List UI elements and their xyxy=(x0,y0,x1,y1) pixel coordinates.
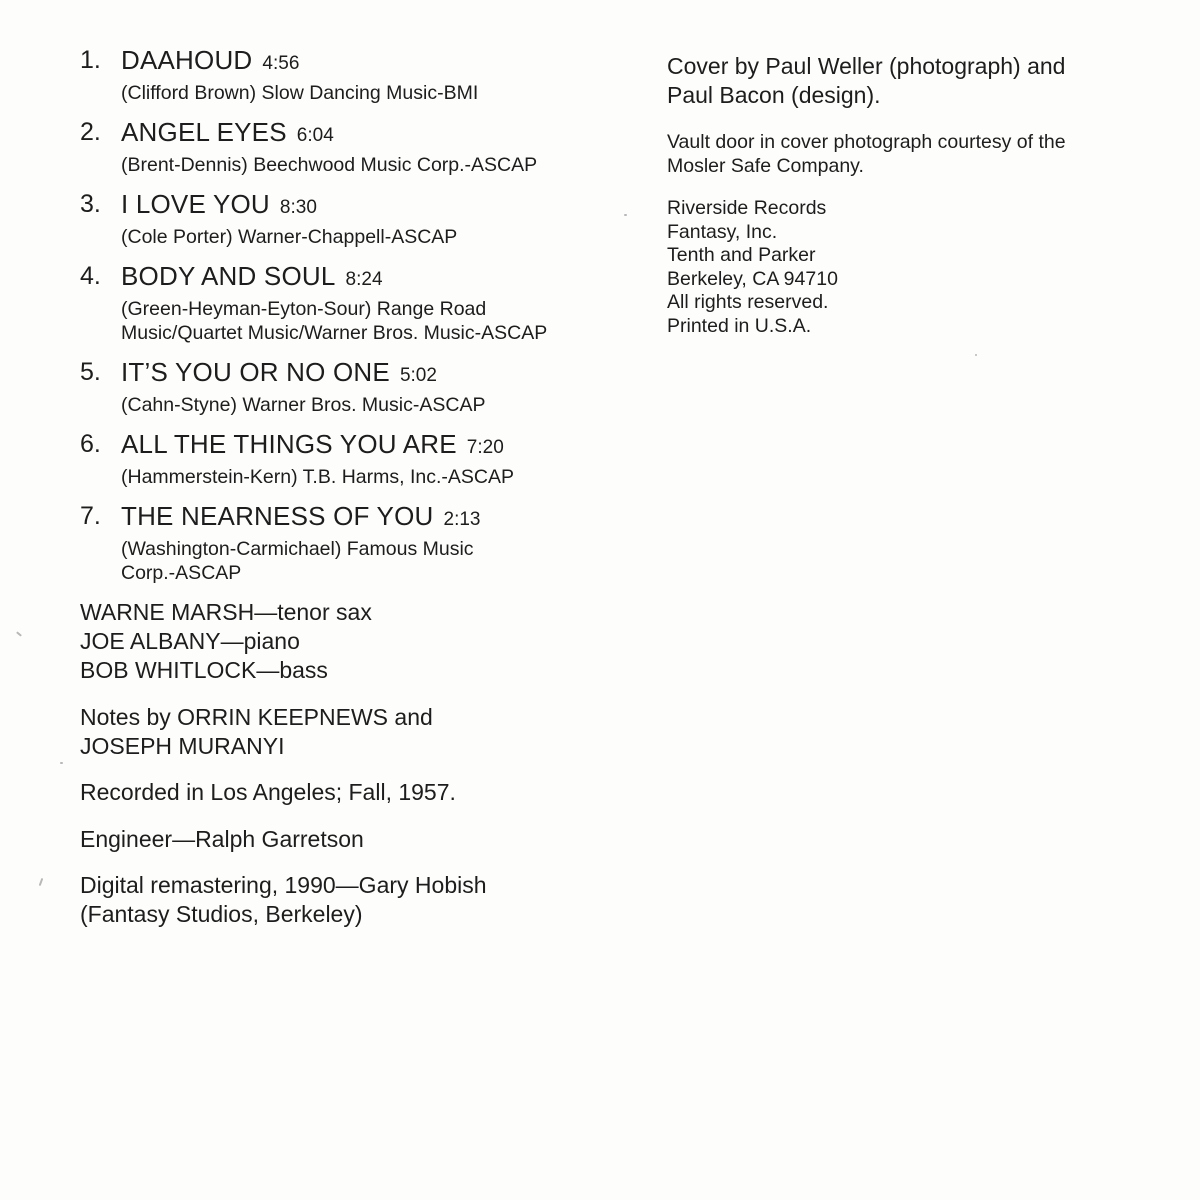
track-body xyxy=(121,500,640,596)
address-line: Fantasy, Inc. xyxy=(667,220,778,243)
scan-speck xyxy=(16,631,22,636)
cover-credit-line: Paul Bacon (design). xyxy=(667,82,881,108)
track-time: 8:30 xyxy=(279,197,317,218)
track-item xyxy=(80,44,640,116)
vault-credit xyxy=(667,130,1137,178)
scan-speck xyxy=(60,762,63,764)
track-heading xyxy=(121,428,640,465)
track-credit: (Washington-Carmichael) Famous Music xyxy=(121,538,474,560)
cover-credit xyxy=(667,52,1137,110)
track-body xyxy=(121,44,640,116)
track-title: ALL THE THINGS YOU ARE xyxy=(121,429,457,459)
personnel-line: JOE ALBANY—piano xyxy=(80,628,300,654)
personnel-line: BOB WHITLOCK—bass xyxy=(80,657,328,683)
cover-credit-line: Cover by Paul Weller (photograph) and xyxy=(667,53,1066,79)
track-item xyxy=(80,356,640,428)
track-credit: (Cahn-Styne) Warner Bros. Music-ASCAP xyxy=(121,394,486,416)
track-time: 6:04 xyxy=(296,125,334,146)
scan-speck xyxy=(975,354,977,356)
personnel-list xyxy=(80,598,640,685)
notes-line: Notes by ORRIN KEEPNEWS and xyxy=(80,704,433,730)
label-address xyxy=(667,197,1137,338)
address-line: Printed in U.S.A. xyxy=(667,314,812,337)
track-item xyxy=(80,260,640,356)
track-body xyxy=(121,188,640,260)
track-item xyxy=(80,188,640,260)
address-line: Tenth and Parker xyxy=(667,244,816,266)
track-number: 1. xyxy=(80,46,101,74)
track-heading xyxy=(121,260,640,297)
track-number: 6. xyxy=(80,430,101,458)
track-time: 5:02 xyxy=(399,365,437,386)
track-body xyxy=(121,356,640,428)
track-credit: (Cole Porter) Warner-Chappell-ASCAP xyxy=(121,226,458,248)
track-credit: Music/Quartet Music/Warner Bros. Music-ASCAP xyxy=(121,322,548,344)
track-credit: (Clifford Brown) Slow Dancing Music-BMI xyxy=(121,82,479,104)
track-title: BODY AND SOUL xyxy=(121,261,336,291)
engineer-credit: Engineer—Ralph Garretson xyxy=(80,826,364,852)
scan-speck xyxy=(624,214,627,216)
track-item xyxy=(80,428,640,500)
track-title: I LOVE YOU xyxy=(121,189,270,219)
track-heading xyxy=(121,44,640,81)
address-line: Riverside Records xyxy=(667,197,827,219)
track-number: 3. xyxy=(80,190,101,218)
track-number: 2. xyxy=(80,118,101,146)
track-number: 5. xyxy=(80,358,101,386)
track-title: IT’S YOU OR NO ONE xyxy=(121,357,390,387)
track-title: DAAHOUD xyxy=(121,45,253,75)
recording-info: Recorded in Los Angeles; Fall, 1957. xyxy=(80,779,456,805)
track-heading xyxy=(121,500,640,537)
notes-credit xyxy=(80,703,640,761)
track-credit: (Hammerstein-Kern) T.B. Harms, Inc.-ASCAP xyxy=(121,466,514,488)
remastering-credit xyxy=(80,871,640,929)
personnel-line: WARNE MARSH—tenor sax xyxy=(80,599,372,625)
track-heading xyxy=(121,188,640,225)
track-number: 7. xyxy=(80,502,101,530)
track-item xyxy=(80,500,640,596)
track-title: THE NEARNESS OF YOU xyxy=(121,501,434,531)
notes-line: JOSEPH MURANYI xyxy=(80,733,285,759)
vault-credit-line: Vault door in cover photograph courtesy of the xyxy=(667,131,1066,153)
track-time: 2:13 xyxy=(443,509,481,530)
track-number: 4. xyxy=(80,262,101,290)
track-heading xyxy=(121,116,640,153)
remastering-line: Digital remastering, 1990—Gary Hobish xyxy=(80,872,487,898)
track-body xyxy=(121,260,640,356)
remastering-line: (Fantasy Studios, Berkeley) xyxy=(80,901,363,927)
track-item xyxy=(80,116,640,188)
track-time: 7:20 xyxy=(466,437,504,458)
track-body xyxy=(121,428,640,500)
scan-speck xyxy=(39,878,44,886)
vault-credit-line: Mosler Safe Company. xyxy=(667,155,864,177)
track-heading xyxy=(121,356,640,393)
track-list xyxy=(80,44,640,596)
address-line: Berkeley, CA 94710 xyxy=(667,267,838,290)
track-title: ANGEL EYES xyxy=(121,117,287,147)
track-credit: (Green-Heyman-Eyton-Sour) Range Road xyxy=(121,298,487,320)
track-time: 8:24 xyxy=(345,269,383,290)
track-body xyxy=(121,116,640,188)
address-line: All rights reserved. xyxy=(667,291,829,313)
track-credit: (Brent-Dennis) Beechwood Music Corp.-ASCAP xyxy=(121,154,538,176)
track-time: 4:56 xyxy=(262,53,300,74)
track-credit: Corp.-ASCAP xyxy=(121,562,242,584)
